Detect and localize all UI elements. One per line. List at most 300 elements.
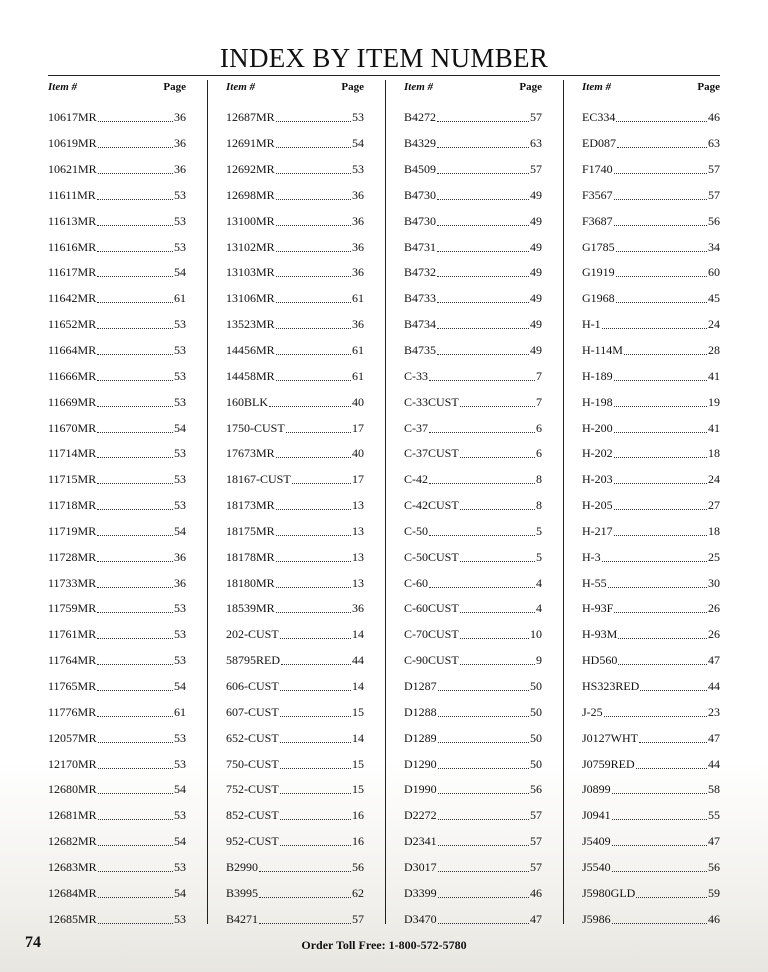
page-reference: 56 — [530, 782, 542, 797]
dot-leader — [614, 535, 707, 536]
page-reference: 61 — [352, 343, 364, 358]
column-divider — [385, 80, 386, 924]
dot-leader — [612, 871, 707, 872]
dot-leader — [276, 509, 351, 510]
dot-leader — [636, 768, 707, 769]
dot-leader — [280, 716, 351, 717]
dot-leader — [97, 664, 173, 665]
page-header: Page — [519, 81, 542, 93]
item-number: 12682MR — [48, 834, 97, 849]
dot-leader — [616, 302, 707, 303]
dot-leader — [98, 742, 173, 743]
page-reference: 13 — [352, 575, 364, 590]
index-entry — [582, 105, 720, 131]
page-reference: 23 — [708, 704, 720, 719]
dot-leader — [437, 225, 529, 226]
index-entry — [404, 493, 542, 519]
index-entry — [404, 286, 542, 312]
dot-leader — [97, 276, 173, 277]
index-entry — [582, 777, 720, 803]
dot-leader — [98, 793, 173, 794]
item-number: C-60CUST — [404, 601, 459, 616]
dot-leader — [98, 121, 173, 122]
dot-leader — [259, 923, 351, 924]
index-entry — [582, 699, 720, 725]
page-reference: 44 — [708, 756, 720, 771]
index-entry — [48, 519, 186, 545]
index-entry — [226, 415, 364, 441]
page-reference: 56 — [708, 213, 720, 228]
page-reference: 50 — [530, 704, 542, 719]
dot-leader — [618, 638, 707, 639]
index-entry — [48, 363, 186, 389]
dot-leader — [602, 328, 707, 329]
page-reference: 56 — [352, 859, 364, 874]
index-entry — [582, 389, 720, 415]
index-entries — [226, 105, 364, 932]
page-reference: 14 — [352, 627, 364, 642]
item-number: 12057MR — [48, 730, 97, 745]
index-entry — [582, 674, 720, 700]
page-reference: 19 — [708, 394, 720, 409]
dot-leader — [438, 742, 529, 743]
page-reference: 13 — [352, 549, 364, 564]
page-reference: 54 — [174, 420, 186, 435]
page-reference: 54 — [174, 834, 186, 849]
index-entry — [48, 544, 186, 570]
index-entry — [582, 157, 720, 183]
item-number: 18167-CUST — [226, 472, 291, 487]
dot-leader — [276, 328, 351, 329]
index-entry — [404, 725, 542, 751]
item-number: 952-CUST — [226, 834, 279, 849]
dot-leader — [616, 121, 707, 122]
index-entry — [404, 829, 542, 855]
item-number: 11718MR — [48, 498, 97, 513]
dot-leader — [276, 612, 351, 613]
item-number: C-37 — [404, 420, 428, 435]
page-reference: 44 — [352, 653, 364, 668]
page-reference: 36 — [352, 239, 364, 254]
page-reference: 16 — [352, 808, 364, 823]
page-reference: 10 — [530, 627, 542, 642]
index-entry — [48, 260, 186, 286]
dot-leader — [438, 923, 529, 924]
page-title: INDEX BY ITEM NUMBER — [219, 43, 549, 73]
item-number: H-202 — [582, 446, 613, 461]
index-entry — [404, 131, 542, 157]
page-reference: 53 — [174, 446, 186, 461]
index-entry — [404, 622, 542, 648]
page-reference: 53 — [174, 472, 186, 487]
dot-leader — [280, 819, 351, 820]
item-number: 11728MR — [48, 549, 97, 564]
item-number: J0127WHT — [582, 730, 638, 745]
item-number: D2272 — [404, 808, 437, 823]
index-entry — [582, 829, 720, 855]
item-number: 12687MR — [226, 110, 275, 125]
item-number: D1290 — [404, 756, 437, 771]
page-reference: 58 — [708, 782, 720, 797]
item-number: ED087 — [582, 136, 616, 151]
item-number: H-3 — [582, 549, 601, 564]
index-entries — [582, 105, 720, 932]
page-reference: 36 — [352, 187, 364, 202]
dot-leader — [276, 302, 351, 303]
page-reference: 53 — [352, 162, 364, 177]
item-number: H-189 — [582, 368, 613, 383]
index-entry — [48, 415, 186, 441]
index-entry — [404, 208, 542, 234]
item-number: 18539MR — [226, 601, 275, 616]
dot-leader — [614, 483, 707, 484]
item-number-header: Item # — [582, 81, 612, 93]
page-reference: 61 — [352, 368, 364, 383]
index-entry — [404, 854, 542, 880]
dot-leader — [612, 819, 707, 820]
dot-leader — [276, 535, 351, 536]
page-reference: 16 — [352, 834, 364, 849]
page-reference: 50 — [530, 730, 542, 745]
item-number: 12680MR — [48, 782, 97, 797]
item-number: 18173MR — [226, 498, 275, 513]
item-number: C-60 — [404, 575, 428, 590]
index-entry — [404, 467, 542, 493]
dot-leader — [460, 638, 529, 639]
index-entry — [582, 648, 720, 674]
item-number: B4735 — [404, 343, 437, 358]
item-number: 11613MR — [48, 213, 97, 228]
dot-leader — [97, 406, 173, 407]
index-entry — [404, 338, 542, 364]
index-entry — [48, 338, 186, 364]
index-entry — [404, 363, 542, 389]
dot-leader — [612, 793, 707, 794]
page-reference: 36 — [352, 213, 364, 228]
dot-leader — [259, 897, 351, 898]
item-number: D1287 — [404, 678, 437, 693]
index-entry — [582, 286, 720, 312]
index-entry — [226, 131, 364, 157]
item-number: D3399 — [404, 885, 437, 900]
item-number: G1785 — [582, 239, 615, 254]
item-number: 606-CUST — [226, 678, 279, 693]
index-column-2 — [226, 80, 364, 932]
page-reference: 13 — [352, 498, 364, 513]
dot-leader — [640, 690, 707, 691]
index-entry — [48, 467, 186, 493]
page-reference: 4 — [536, 601, 542, 616]
page-reference: 13 — [352, 523, 364, 538]
index-entry — [48, 312, 186, 338]
page-reference: 53 — [174, 187, 186, 202]
item-number: B4734 — [404, 317, 437, 332]
dot-leader — [614, 225, 707, 226]
index-column-3 — [404, 80, 542, 932]
page-reference: 49 — [530, 187, 542, 202]
dot-leader — [269, 406, 351, 407]
index-entry — [48, 725, 186, 751]
item-number: 14458MR — [226, 368, 275, 383]
dot-leader — [614, 509, 707, 510]
index-entry — [404, 312, 542, 338]
page-header: Page — [163, 81, 186, 93]
index-entry — [226, 751, 364, 777]
index-entry — [226, 570, 364, 596]
dot-leader — [616, 276, 707, 277]
dot-leader — [429, 432, 535, 433]
item-number: EC334 — [582, 110, 616, 125]
page-reference: 53 — [174, 213, 186, 228]
dot-leader — [276, 199, 351, 200]
dot-leader — [276, 587, 351, 588]
dot-leader — [97, 716, 173, 717]
dot-leader — [614, 406, 707, 407]
index-entry — [48, 131, 186, 157]
dot-leader — [437, 328, 529, 329]
item-number: 18178MR — [226, 549, 275, 564]
item-number: 58795RED — [226, 653, 280, 668]
index-entry — [404, 674, 542, 700]
page-reference: 50 — [530, 678, 542, 693]
page-reference: 55 — [708, 808, 720, 823]
dot-leader — [98, 819, 173, 820]
page-reference: 47 — [530, 911, 542, 926]
index-entry — [48, 596, 186, 622]
page-reference: 57 — [352, 911, 364, 926]
page-reference: 53 — [174, 756, 186, 771]
dot-leader — [639, 742, 707, 743]
item-number: J5540 — [582, 859, 611, 874]
item-number: 17673MR — [226, 446, 275, 461]
dot-leader — [460, 664, 535, 665]
index-entry — [48, 674, 186, 700]
index-entry — [582, 880, 720, 906]
item-number: 11765MR — [48, 678, 97, 693]
item-number: 10617MR — [48, 110, 97, 125]
dot-leader — [97, 457, 173, 458]
page-reference: 54 — [174, 265, 186, 280]
dot-leader — [612, 845, 707, 846]
index-entry — [48, 777, 186, 803]
index-entry — [48, 829, 186, 855]
index-entry — [48, 880, 186, 906]
item-number: 12691MR — [226, 136, 275, 151]
dot-leader — [98, 923, 173, 924]
index-entry — [404, 777, 542, 803]
index-entry — [404, 699, 542, 725]
item-number: J5409 — [582, 834, 611, 849]
dot-leader — [97, 535, 173, 536]
index-entry — [404, 880, 542, 906]
dot-leader — [286, 432, 351, 433]
page-reference: 8 — [536, 498, 542, 513]
page-reference: 36 — [174, 110, 186, 125]
item-number: 852-CUST — [226, 808, 279, 823]
item-number: 652-CUST — [226, 730, 279, 745]
column-header — [226, 80, 364, 97]
index-entry — [226, 906, 364, 932]
page-reference: 40 — [352, 446, 364, 461]
page-reference: 61 — [174, 291, 186, 306]
dot-leader — [460, 457, 535, 458]
index-entry — [226, 544, 364, 570]
item-number: H-198 — [582, 394, 613, 409]
item-number: F1740 — [582, 162, 613, 177]
page-reference: 41 — [708, 420, 720, 435]
column-divider — [207, 80, 208, 924]
item-number: C-33 — [404, 368, 428, 383]
page-reference: 18 — [708, 523, 720, 538]
index-entry — [226, 674, 364, 700]
page-header: Page — [341, 81, 364, 93]
dot-leader — [616, 251, 707, 252]
item-number-header: Item # — [48, 81, 78, 93]
item-number: H-93F — [582, 601, 614, 616]
dot-leader — [276, 121, 351, 122]
page-reference: 8 — [536, 472, 542, 487]
index-entry — [582, 183, 720, 209]
dot-leader — [97, 380, 173, 381]
item-number: 11617MR — [48, 265, 97, 280]
dot-leader — [438, 819, 529, 820]
item-number: B4272 — [404, 110, 437, 125]
page-reference: 36 — [174, 575, 186, 590]
dot-leader — [437, 121, 529, 122]
item-number: 11715MR — [48, 472, 97, 487]
page-reference: 6 — [536, 446, 542, 461]
dot-leader — [429, 380, 535, 381]
dot-leader — [602, 561, 707, 562]
index-entry — [582, 131, 720, 157]
dot-leader — [97, 432, 173, 433]
page-reference: 24 — [708, 317, 720, 332]
item-number: B4732 — [404, 265, 437, 280]
item-number: 13103MR — [226, 265, 275, 280]
index-entry — [48, 157, 186, 183]
dot-leader — [280, 768, 351, 769]
dot-leader — [280, 690, 351, 691]
index-entry — [582, 363, 720, 389]
dot-leader — [98, 845, 173, 846]
index-entry — [404, 906, 542, 932]
index-entry — [582, 906, 720, 932]
dot-leader — [276, 354, 351, 355]
item-number: H-1 — [582, 317, 601, 332]
index-entry — [48, 648, 186, 674]
dot-leader — [280, 845, 351, 846]
dot-leader — [97, 509, 173, 510]
item-number: B4271 — [226, 911, 259, 926]
item-number: C-50CUST — [404, 549, 459, 564]
page-reference: 5 — [536, 523, 542, 538]
page-reference: 53 — [174, 239, 186, 254]
column-header — [582, 80, 720, 97]
index-entry — [404, 544, 542, 570]
page-reference: 49 — [530, 213, 542, 228]
dot-leader — [276, 225, 351, 226]
index-entry — [48, 208, 186, 234]
item-number: 11670MR — [48, 420, 97, 435]
index-entry — [48, 389, 186, 415]
item-number: 12681MR — [48, 808, 97, 823]
page-reference: 45 — [708, 291, 720, 306]
page-reference: 57 — [530, 834, 542, 849]
item-number: 12683MR — [48, 859, 97, 874]
index-entry — [48, 906, 186, 932]
index-entry — [226, 467, 364, 493]
page-reference: 53 — [174, 653, 186, 668]
dot-leader — [604, 716, 707, 717]
dot-leader — [97, 225, 173, 226]
dot-leader — [429, 483, 535, 484]
dot-leader — [614, 457, 707, 458]
page-reference: 63 — [530, 136, 542, 151]
page-reference: 47 — [708, 834, 720, 849]
page-reference: 7 — [536, 368, 542, 383]
page-reference: 53 — [174, 627, 186, 642]
page-reference: 15 — [352, 782, 364, 797]
page-reference: 62 — [352, 885, 364, 900]
page-reference: 36 — [352, 265, 364, 280]
index-entry — [226, 105, 364, 131]
index-entry — [48, 803, 186, 829]
page-reference: 47 — [708, 653, 720, 668]
index-entry — [226, 441, 364, 467]
page-reference: 26 — [708, 601, 720, 616]
index-entry — [404, 570, 542, 596]
item-number: B4733 — [404, 291, 437, 306]
item-number: H-55 — [582, 575, 607, 590]
page-reference: 14 — [352, 678, 364, 693]
index-entries — [48, 105, 186, 932]
index-entry — [404, 260, 542, 286]
page-reference: 54 — [174, 523, 186, 538]
index-entry — [226, 699, 364, 725]
page-reference: 49 — [530, 291, 542, 306]
page-reference: 14 — [352, 730, 364, 745]
item-number: H-200 — [582, 420, 613, 435]
item-number-header: Item # — [226, 81, 256, 93]
index-entry — [404, 751, 542, 777]
page-reference: 28 — [708, 343, 720, 358]
item-number: 750-CUST — [226, 756, 279, 771]
index-entry — [226, 493, 364, 519]
page-reference: 24 — [708, 472, 720, 487]
item-number: J0941 — [582, 808, 611, 823]
dot-leader — [614, 380, 707, 381]
item-number: H-217 — [582, 523, 613, 538]
item-number: 18175MR — [226, 523, 275, 538]
item-number: 13523MR — [226, 317, 275, 332]
item-number: 11733MR — [48, 575, 97, 590]
page-reference: 57 — [530, 110, 542, 125]
item-number: 202-CUST — [226, 627, 279, 642]
dot-leader — [438, 690, 529, 691]
dot-leader — [614, 173, 707, 174]
dot-leader — [618, 664, 707, 665]
index-entry — [48, 622, 186, 648]
dot-leader — [98, 768, 173, 769]
page-reference: 41 — [708, 368, 720, 383]
page-reference: 53 — [174, 601, 186, 616]
index-entry — [404, 596, 542, 622]
item-number: 607-CUST — [226, 704, 279, 719]
dot-leader — [97, 251, 173, 252]
dot-leader — [614, 612, 707, 613]
dot-leader — [280, 742, 351, 743]
item-number: 11611MR — [48, 187, 96, 202]
